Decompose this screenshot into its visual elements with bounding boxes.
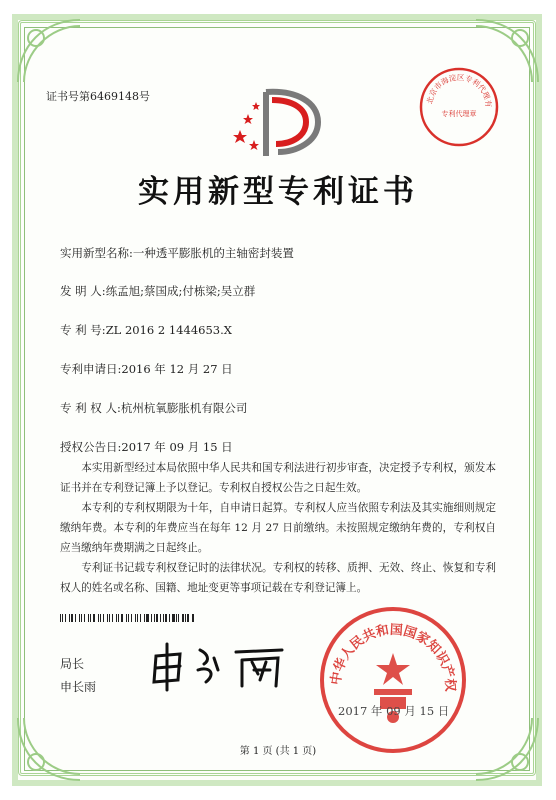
page-number: 第 1 页 (共 1 页) (239, 746, 317, 757)
agency-seal-small (418, 66, 500, 148)
official-seal (318, 605, 468, 755)
paragraph-3: 专利证书记载专利权登记时的法律状况。专利权的转移、质押、无效、终止、恢复和专利权人的姓名或名称、国籍、地址变更等事项记载在专利登记簿上。 (60, 562, 496, 594)
signature (150, 640, 290, 692)
field-patent-number: 专 利 号:ZL 2016 2 1444653.X (60, 323, 232, 337)
signer-role: 局长 (60, 657, 85, 671)
page-title: 实用新型专利证书 (138, 174, 418, 210)
signer-name: 申长雨 (60, 680, 97, 694)
corner-ornament-top-left (14, 16, 84, 86)
paragraph-1: 本实用新型经过本局依照中华人民共和国专利法进行初步审查，决定授予专利权，颁发本证书并在专利登记簿上予以登记。专利权自授权公告之日起生效。 (60, 462, 496, 494)
field-application-date: 专利申请日:2016 年 12 月 27 日 (60, 362, 233, 376)
field-inventors: 发 明 人:练孟旭;蔡国成;付栋梁;吴立群 (60, 284, 256, 298)
svg-text:专利代理章: 专利代理章 (441, 110, 477, 118)
field-patentee: 专 利 权 人:杭州杭氧膨胀机有限公司 (60, 401, 248, 415)
barcode (60, 614, 196, 622)
field-name: 实用新型名称:一种透平膨胀机的主轴密封装置 (60, 246, 294, 260)
certificate-number: 证书号第6469148号 (46, 90, 150, 103)
seal-date: 2017 年 09 月 15 日 (338, 704, 450, 718)
svg-text:中华人民共和国国家知识产权局: 中华人民共和国国家知识产权 (328, 622, 458, 692)
patent-office-logo-icon (226, 86, 330, 162)
body-text (60, 458, 496, 598)
paragraph-2: 本专利的专利权期限为十年，自申请日起算。专利权人应当依照专利法及其实施细则规定缴纳年费。本专利的年费应当在每年 12 月 27 日前缴纳。未按照规定缴纳年费的，专利权自应当缴纳年费期满之日起终止。 (60, 502, 496, 554)
svg-text:北京市海淀区专利代理有限公司: 北京市海淀区专利代理有 (425, 72, 494, 108)
field-grant-date: 授权公告日:2017 年 09 月 15 日 (60, 440, 233, 454)
